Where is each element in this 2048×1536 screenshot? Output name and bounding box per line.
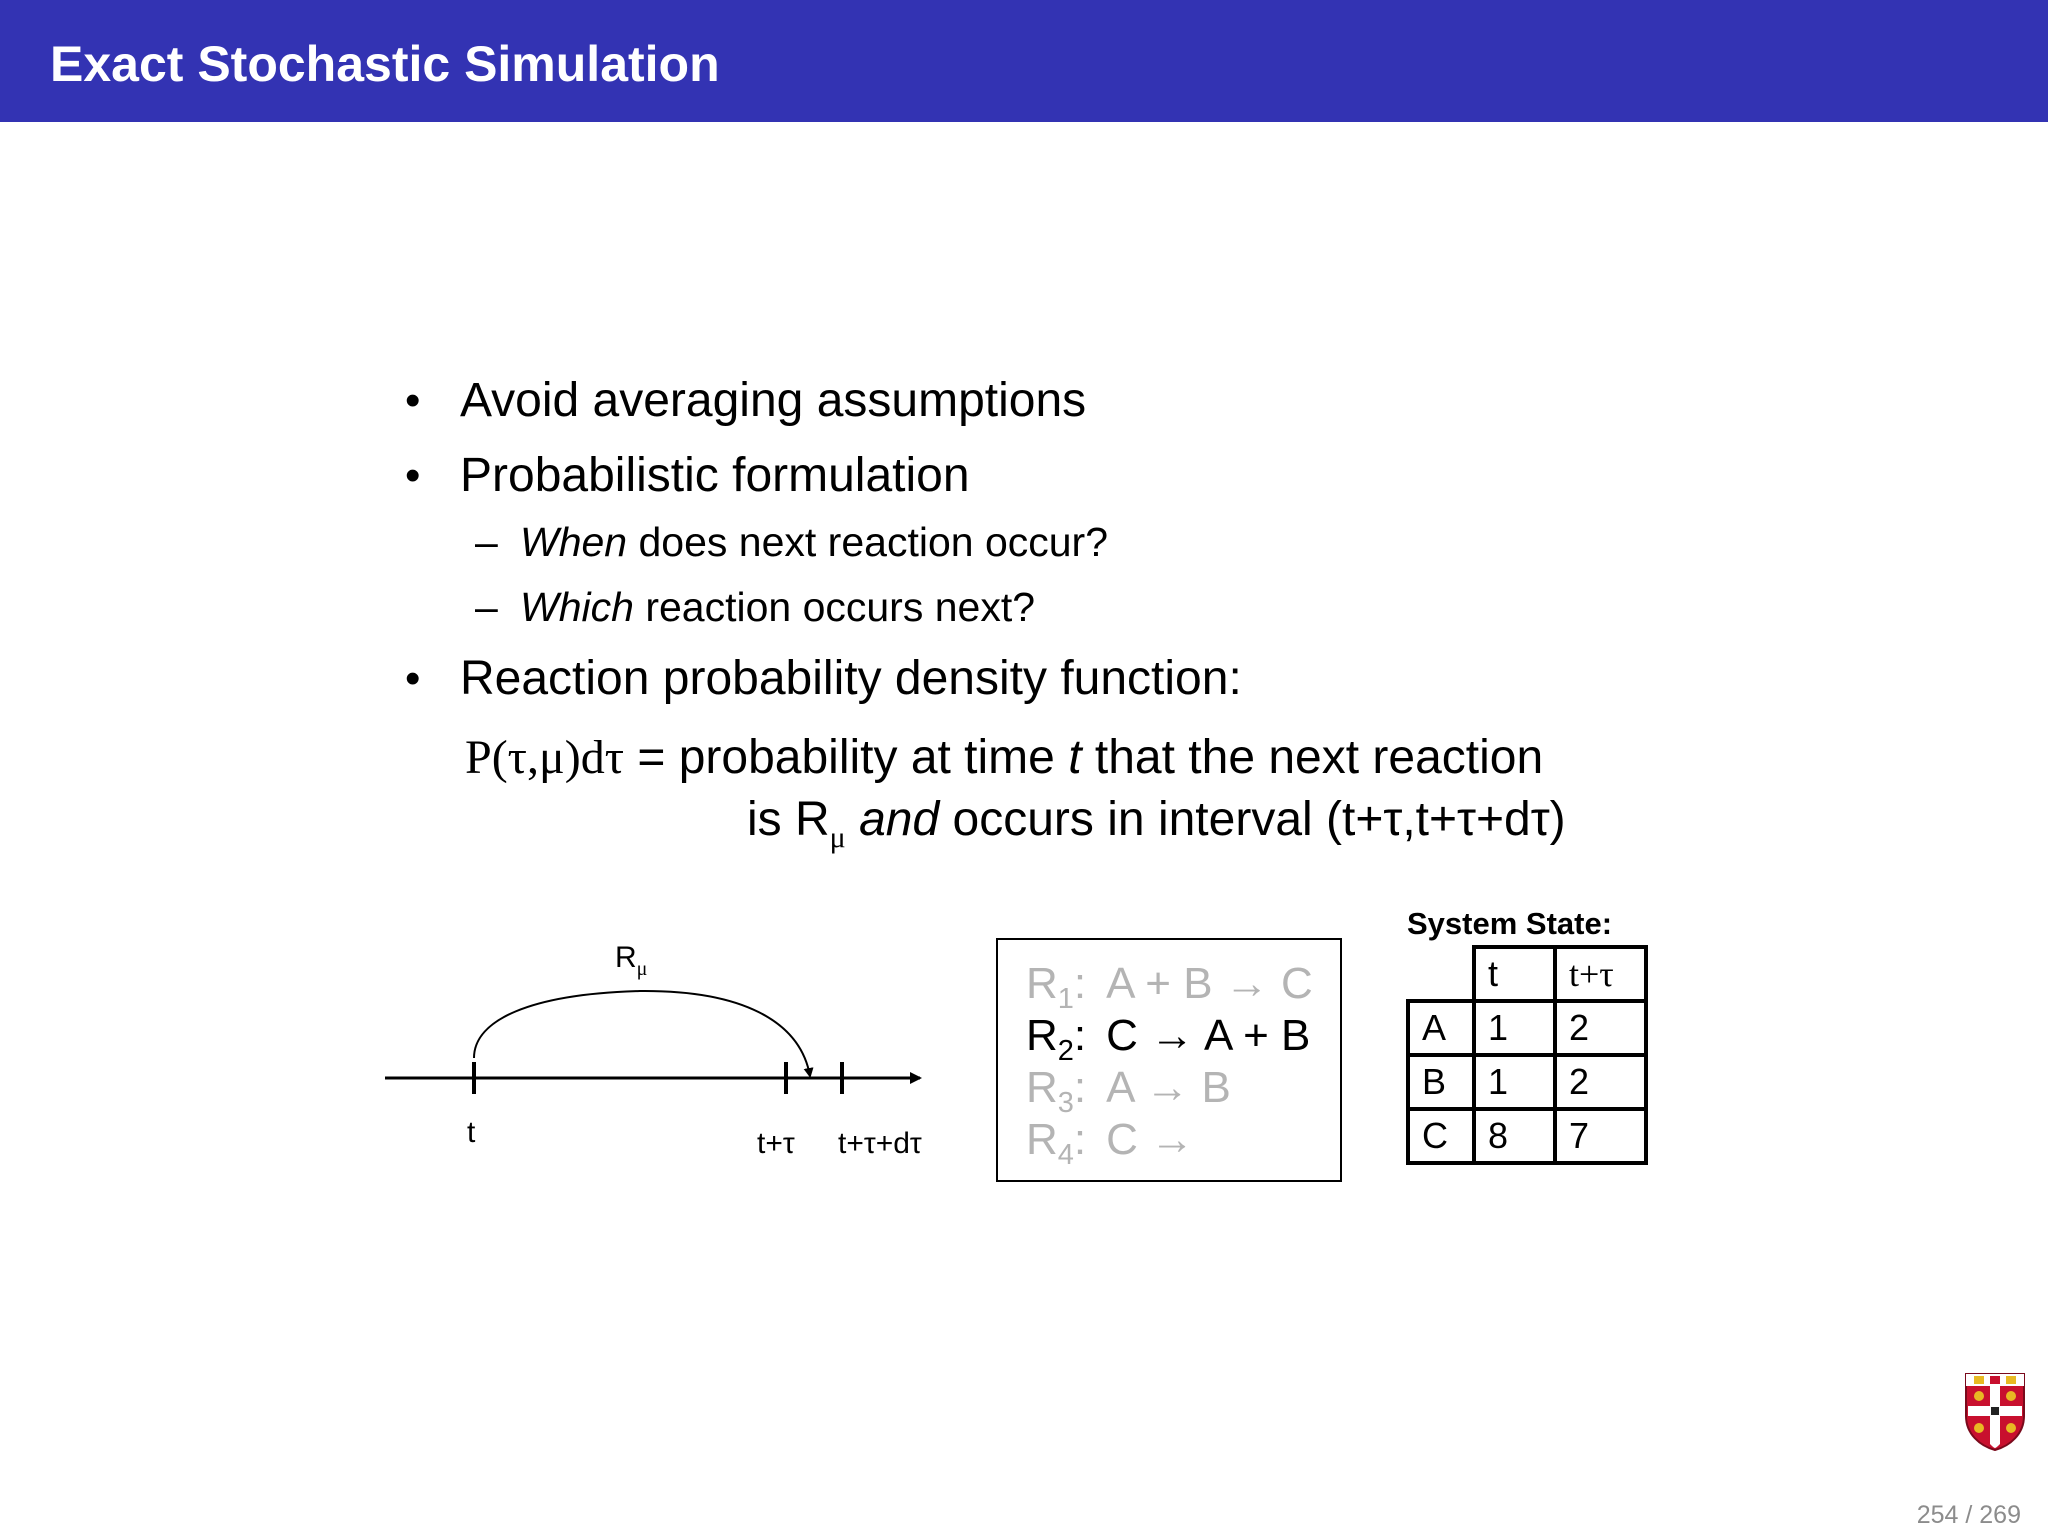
species-cell: C — [1408, 1109, 1474, 1163]
reaction-equation: A + B → C — [1106, 959, 1313, 1008]
table-row — [1408, 1001, 1646, 1055]
reaction-list-box — [996, 938, 1342, 1182]
count-t-tau-cell: 7 — [1555, 1109, 1646, 1163]
formula-t: t — [1068, 731, 1082, 784]
timeline-diagram — [380, 930, 940, 1130]
reaction-r3 — [1026, 1062, 1231, 1119]
reaction-colon: : — [1073, 1115, 1087, 1164]
label-t-tau: t+τ — [757, 1127, 795, 1160]
slide-header — [0, 0, 2048, 122]
reaction-colon: : — [1073, 1063, 1087, 1112]
reaction-colon: : — [1073, 1011, 1087, 1060]
reaction-colon: : — [1073, 959, 1087, 1008]
label-t-tau-dtau: t+τ+dτ — [838, 1127, 922, 1160]
university-crest-icon — [1964, 1372, 2026, 1452]
formula-end: that the next reaction — [1081, 731, 1544, 784]
arc-label — [615, 940, 648, 980]
formula-interval: occurs in interval (t+τ,t+τ+dτ) — [939, 793, 1566, 846]
reaction-equation: C → — [1106, 1115, 1195, 1164]
bullet-marker: • — [405, 451, 421, 500]
count-t-tau-cell: 2 — [1555, 1001, 1646, 1055]
table-row — [1408, 1109, 1646, 1163]
table-row — [1408, 1055, 1646, 1109]
bullet-marker: • — [405, 654, 421, 703]
count-t-cell: 8 — [1474, 1109, 1555, 1163]
count-t-tau-cell: 2 — [1555, 1055, 1646, 1109]
page-number: 254 / 269 — [1916, 1501, 2021, 1529]
table-header-row — [1408, 947, 1646, 1001]
bullet-marker: • — [405, 376, 421, 425]
reaction-name: R — [1026, 1063, 1058, 1112]
reaction-r4 — [1026, 1114, 1195, 1171]
system-state-title: System State: — [1407, 906, 1613, 941]
formula-line-1 — [465, 730, 1543, 786]
reaction-name: R — [1026, 959, 1058, 1008]
reaction-arc — [474, 991, 810, 1076]
formula-mid: = probability at time — [623, 731, 1069, 784]
reaction-equation: C → A + B — [1106, 1011, 1311, 1060]
formula-and: and — [859, 793, 940, 846]
reaction-name: R — [1026, 1115, 1058, 1164]
count-t-cell: 1 — [1474, 1055, 1555, 1109]
reaction-index: 1 — [1057, 983, 1074, 1015]
bullet-avoid-averaging: Avoid averaging assumptions — [460, 374, 1087, 427]
count-t-cell: 1 — [1474, 1001, 1555, 1055]
table-corner — [1408, 947, 1474, 1001]
formula-is-r: is R — [747, 793, 830, 846]
reaction-r1 — [1026, 958, 1313, 1015]
sub-bullet-when — [520, 517, 1108, 567]
sub-bullet-which-italic: Which — [520, 584, 634, 630]
sub-bullet-marker: – — [475, 584, 498, 630]
arc-label-r: R — [615, 941, 637, 974]
sub-bullet-when-italic: When — [520, 519, 628, 565]
formula-line-2 — [747, 792, 1566, 854]
reaction-index: 4 — [1057, 1139, 1074, 1171]
sub-bullet-when-text: does next reaction occur? — [627, 519, 1108, 565]
header-t: t — [1474, 947, 1555, 1001]
header-t-tau: t+τ — [1555, 947, 1646, 1001]
formula-lhs: P(τ,μ)dτ — [465, 731, 624, 784]
arc-label-mu: μ — [636, 958, 648, 980]
reaction-name: R — [1026, 1011, 1058, 1060]
species-cell: A — [1408, 1001, 1474, 1055]
system-state-table — [1406, 945, 1648, 1165]
sub-bullet-marker: – — [475, 519, 498, 565]
formula-mu-subscript: μ — [829, 821, 846, 854]
sub-bullet-which — [520, 582, 1035, 632]
label-t: t — [467, 1116, 476, 1149]
reaction-equation: A → B — [1106, 1063, 1231, 1112]
slide-title: Exact Stochastic Simulation — [50, 36, 720, 92]
reaction-index: 2 — [1057, 1035, 1074, 1067]
bullet-probabilistic: Probabilistic formulation — [460, 449, 970, 502]
reaction-r2 — [1026, 1010, 1311, 1067]
species-cell: B — [1408, 1055, 1474, 1109]
sub-bullet-which-text: reaction occurs next? — [633, 584, 1036, 630]
reaction-index: 3 — [1057, 1087, 1074, 1119]
bullet-density-function: Reaction probability density function: — [460, 652, 1242, 705]
